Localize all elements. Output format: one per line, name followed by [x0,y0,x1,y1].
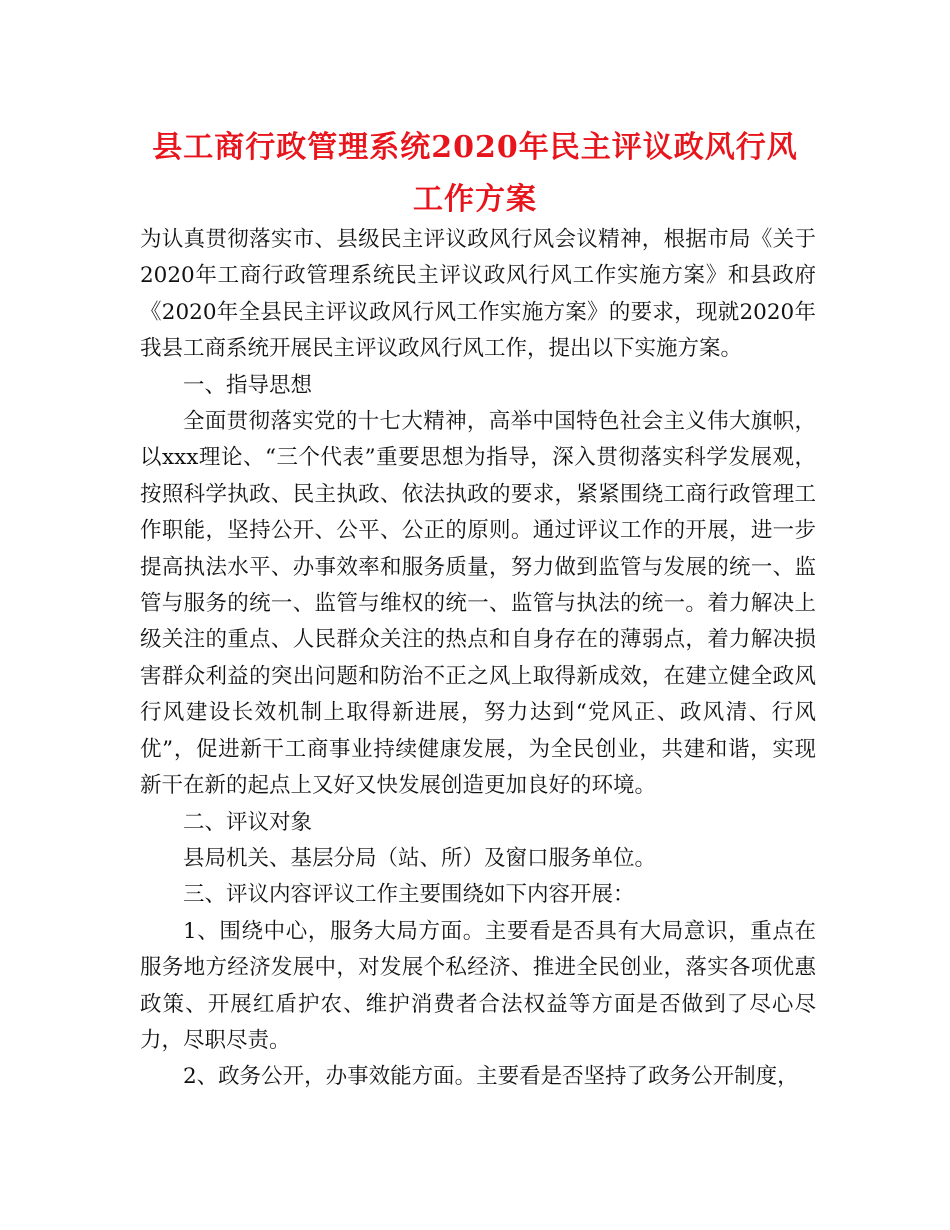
body-paragraph: 全面贯彻落实党的十七大精神，高举中国特色社会主义伟大旗帜，以xxx理论、“三个代表”重要思想为指导，深入贯彻落实科学发展观，按照科学执政、民主执政、依法执政的要求，紧紧围绕工商行政管理工作职能，坚持公开、公平、公正的原则。通过评议工作的开展，进一步提高执法水平、办事效率和服务质量，努力做到监管与发展的统一、监管与服务的统一、监管与维权的统一、监管与执法的统一。着力解决上级关注的重点、人民群众关注的热点和自身存在的薄弱点，着力解决损害群众利益的突出问题和防治不正之风上取得新成效，在建立健全政风行风建设长效机制上取得新进展，努力达到“党风正、政风清、行风优”，促进新干工商事业持续健康发展，为全民创业，共建和谐，实现新干在新的起点上又好又快发展创造更加良好的环境。 [140,409,816,799]
body-paragraph: 1、围绕中心，服务大局方面。主要看是否具有大局意识，重点在服务地方经济发展中，对发展个私经济、推进全民创业，落实各项优惠政策、开展红盾护农、维护消费者合法权益等方面是否做到了尽心尽力，尽职尽责。 [140,918,816,1053]
body-paragraph: 县局机关、基层分局（站、所）及窗口服务单位。 [183,845,657,871]
document-title: 县工商行政管理系统2020年民主评议政风行风工作方案 [152,130,798,217]
body-paragraph: 2、政务公开，办事效能方面。主要看是否坚持了政务公开制度， [183,1064,799,1090]
body-paragraph: 为认真贯彻落实市、县级民主评议政风行风会议精神，根据市局《关于2020年工商行政管理系统民主评议政风行风工作实施方案》和县政府《2020年全县民主评议政风行风工作实施方案》的要求，现就2020年我县工商系统开展民主评议政风行风工作，提出以下实施方案。 [140,227,816,362]
body-paragraph: 二、评议对象 [183,809,313,835]
document-body [140,222,816,1096]
body-paragraph: 三、评议内容评议工作主要围绕如下内容开展： [183,882,635,908]
body-paragraph: 一、指导思想 [183,372,313,398]
